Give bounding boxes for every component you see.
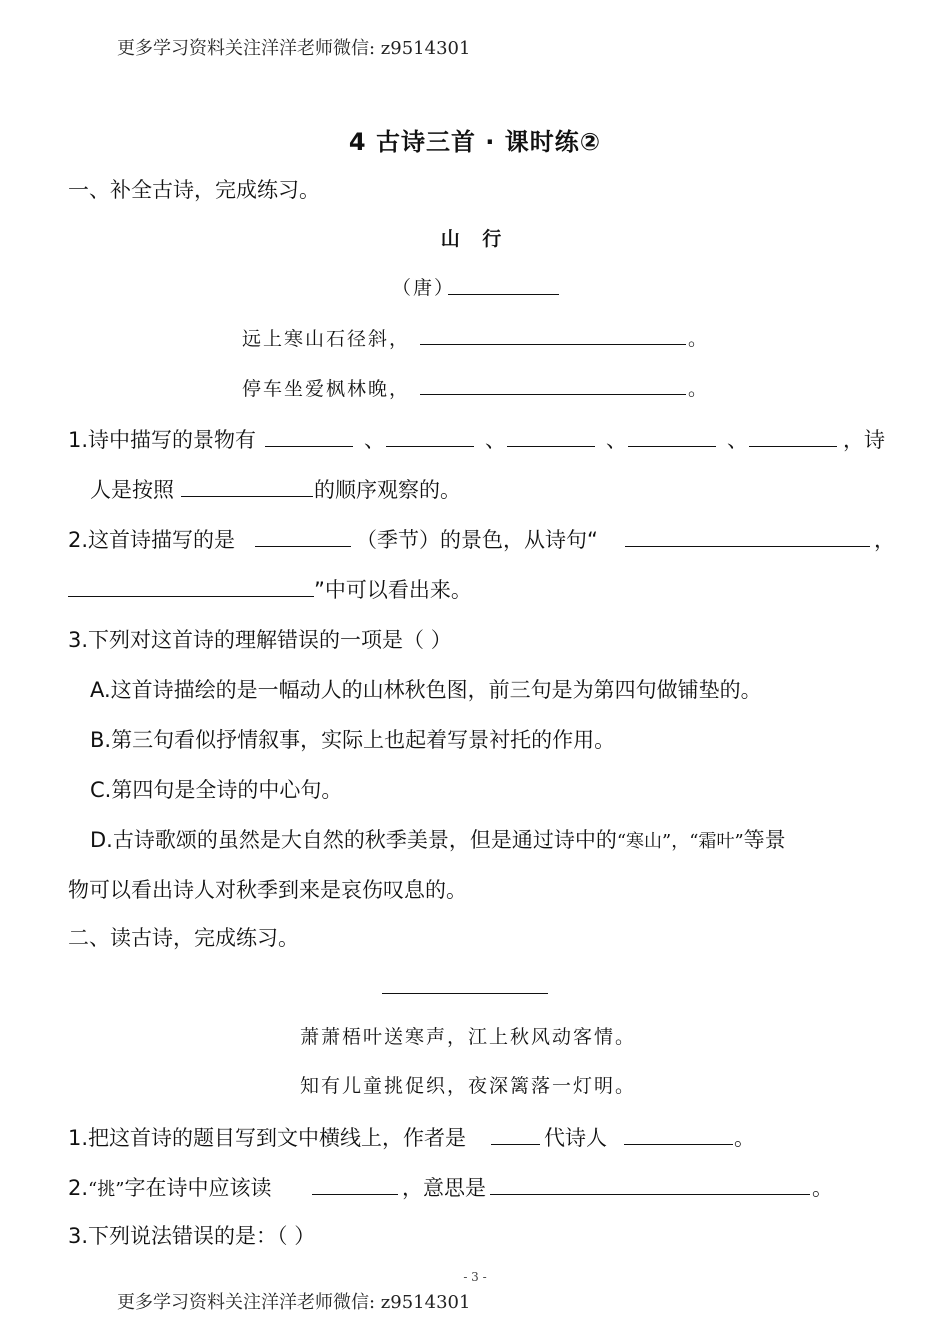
s1-q2-season-blank — [255, 546, 351, 547]
poem-line1: 远上寒山石径斜， — [242, 328, 411, 350]
s1-q3-option-d — [90, 824, 786, 854]
poem-title: 山 行 — [440, 228, 510, 250]
s1-q3-option-d-line2: 物可以看出诗人对秋季到来是哀伤叹息的。 — [68, 878, 467, 902]
s1-q2-verse-blank-1 — [625, 546, 870, 547]
s2-poem-line1: 萧萧梧叶送寒声，江上秋风动客情。 — [300, 1026, 637, 1048]
s1-q1-line2-a: 人是按照 — [90, 478, 174, 502]
watermark-top: 更多学习资料关注洋洋老师微信: z9514301 — [117, 38, 471, 59]
s1-q1-sep-4: 、 — [727, 428, 748, 452]
s2-q1-b: 代诗人 — [544, 1126, 607, 1150]
s1-q3-option-c: C.第四句是全诗的中心句。 — [90, 778, 343, 802]
page-number: - 3 - — [463, 1270, 487, 1284]
s1-q1-blank-2 — [386, 446, 474, 447]
s2-poem-title-blank — [382, 993, 548, 994]
poem-line1-period: 。 — [688, 328, 710, 350]
s1-q3-option-d-quote: “寒山”，“霜叶” — [616, 831, 744, 852]
s1-q1-order-blank — [181, 496, 313, 497]
page-title: 4 古诗三首 · 课时练② — [348, 128, 602, 156]
s2-q1-a: 1.把这首诗的题目写到文中横线上，作者是 — [68, 1126, 467, 1150]
s1-q1-blank-1 — [265, 446, 353, 447]
section2-heading: 二、读古诗，完成练习。 — [68, 926, 299, 950]
s2-q2-meaning-blank — [490, 1194, 810, 1195]
s2-q2-a: 2. — [68, 1176, 89, 1200]
s1-q3: 3.下列对这首诗的理解错误的一项是（ ） — [68, 628, 452, 652]
s2-q2 — [68, 1172, 271, 1202]
s1-q1-prefix: 1.诗中描写的景物有 — [68, 428, 257, 452]
s2-q1-poet-blank — [624, 1144, 733, 1145]
poem-line1-blank — [420, 344, 686, 345]
s1-q1-blank-5 — [749, 446, 837, 447]
s1-q1-blank-4 — [628, 446, 716, 447]
s1-q1-sep-2: 、 — [485, 428, 506, 452]
s1-q3-option-d-b: 等景 — [743, 828, 786, 852]
s1-q2-verse-blank-2 — [68, 596, 314, 597]
s1-q2-mid: （季节）的景色，从诗句“ — [356, 528, 598, 552]
s2-q2-c: ，意思是 — [402, 1176, 486, 1200]
poem-line2-blank — [420, 394, 686, 395]
s2-q1-c: 。 — [734, 1126, 755, 1150]
s1-q2-prefix: 2.这首诗描写的是 — [68, 528, 236, 552]
s1-q2-line2: ”中可以看出来。 — [314, 578, 472, 602]
s2-poem-line2: 知有儿童挑促织，夜深篱落一灯明。 — [300, 1075, 637, 1097]
s1-q1-blank-3 — [507, 446, 595, 447]
s2-q2-b: 字在诗中应该读 — [124, 1176, 272, 1200]
s1-q1-line2-b: 的顺序观察的。 — [314, 478, 461, 502]
s1-q1-sep-1: 、 — [364, 428, 385, 452]
s2-q2-d: 。 — [812, 1176, 833, 1200]
s1-q3-option-b: B.第三句看似抒情叙事，实际上也起着写景衬托的作用。 — [90, 728, 616, 752]
s2-q2-quote: “挑” — [88, 1179, 125, 1200]
s1-q2-comma: ， — [874, 528, 895, 552]
section1-heading: 一、补全古诗，完成练习。 — [68, 178, 320, 202]
s1-q3-option-a: A.这首诗描绘的是一幅动人的山林秋色图，前三句是为第四句做铺垫的。 — [90, 678, 762, 702]
poem-line2: 停车坐爱枫林晚， — [242, 378, 411, 400]
s1-q3-option-d-a: D.古诗歌颂的虽然是大自然的秋季美景，但是通过诗中的 — [90, 828, 617, 852]
s2-q1-dynasty-blank — [491, 1144, 540, 1145]
s1-q1-sep-3: 、 — [606, 428, 627, 452]
poem-line2-period: 。 — [688, 378, 710, 400]
poem-dynasty: （唐） — [392, 277, 456, 299]
author-blank — [448, 294, 559, 295]
watermark-bottom: 更多学习资料关注洋洋老师微信: z9514301 — [117, 1292, 471, 1313]
s2-q3: 3.下列说法错误的是：（ ） — [68, 1224, 316, 1248]
s2-q2-reading-blank — [312, 1194, 398, 1195]
s1-q1-suffix: ，诗 — [843, 428, 885, 452]
